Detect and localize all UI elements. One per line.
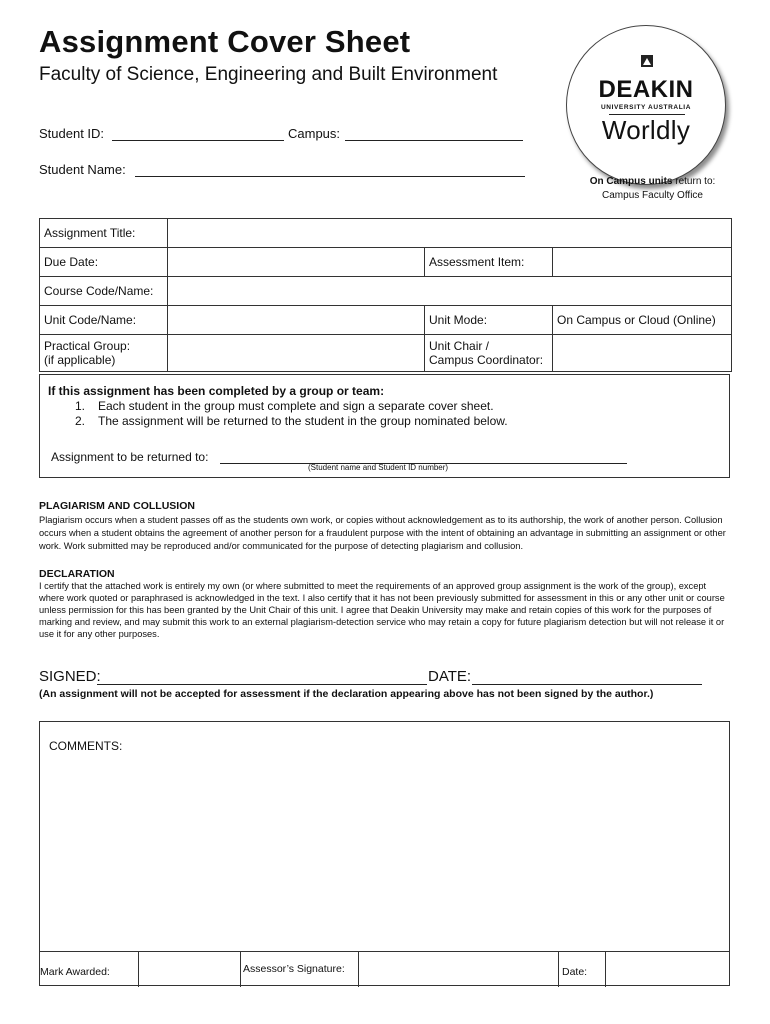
due-date-field[interactable] [168,248,425,277]
student-id-field[interactable] [112,140,284,141]
deakin-logo [566,25,726,185]
cell-divider [558,952,559,987]
student-name-label: Student Name: [39,162,126,177]
logo-motto: Worldly [601,115,691,145]
unit-chair-label [425,335,553,372]
group-heading: If this assignment has been completed by a group or team: [48,384,385,398]
plagiarism-text: Plagiarism occurs when a student passes off as the students own work, or copies without acknowledgement as to its authorship, the work of another person. Collusion occurs when a student obtains the agreement of another person for a fraudulent purpose with the intent of obtaining an advantage in submitting an assignment or other work. Work submitted may be reproduced and/or communicated for the purpose of detecting plagiarism and collusion. [39,515,726,551]
signature-warning: (An assignment will not be accepted for assessment if the declaration appearing above has not been signed by the author.) [39,688,654,700]
mark-awarded-label: Mark Awarded: [40,966,110,978]
returned-to-label: Assignment to be returned to: [51,450,209,464]
assessor-signature-label: Assessor’s Signature: [243,963,345,975]
practical-group-label-line1: Practical Group: [44,339,131,353]
date-label: DATE: [428,668,472,685]
assessment-item-field[interactable] [553,248,732,277]
unit-chair-label-line1: Unit Chair / [429,339,490,353]
practical-group-label-line2: (if applicable) [44,353,116,367]
cell-divider [240,952,241,987]
signature-field[interactable] [97,684,427,685]
return-note [560,175,745,203]
cell-divider [358,952,359,987]
assessment-item-label: Assessment Item: [425,248,553,277]
practical-group-label [40,335,168,372]
group-instructions-list [75,399,508,429]
faculty-subtitle: Faculty of Science, Engineering and Built Environment [39,64,498,85]
plagiarism-heading: PLAGIARISM AND COLLUSION [39,500,195,512]
logo-name: DEAKIN [598,76,694,103]
list-item [75,414,508,429]
list-item-number: 1. [75,399,86,413]
unit-mode-value: On Campus or Cloud (Online) [553,306,732,335]
student-id-label: Student ID: [39,126,105,141]
page-title: Assignment Cover Sheet [39,24,411,59]
course-code-field[interactable] [168,277,732,306]
practical-group-field[interactable] [168,335,425,372]
logo-tagline: UNIVERSITY AUSTRALIA [600,104,691,111]
marking-row [40,951,729,986]
cell-divider [138,952,139,987]
signed-label: SIGNED: [39,668,101,685]
list-item [75,399,508,414]
unit-chair-label-line2: Campus Coordinator: [429,353,544,367]
comments-box[interactable] [39,721,730,986]
date-field[interactable] [472,684,702,685]
student-name-field[interactable] [135,176,525,177]
list-item-text: Each student in the group must complete and sign a separate cover sheet. [98,399,494,413]
comments-label: COMMENTS: [49,739,123,753]
unit-chair-field[interactable] [553,335,732,372]
course-code-label: Course Code/Name: [40,277,168,306]
declaration-heading: DECLARATION [39,568,115,580]
return-note-bold: On Campus units [589,176,673,187]
declaration-text: I certify that the attached work is entirely my own (or where submitted to meet the requirements of an approved group assignment is the work of the group), except where work quoted or paraphrased is acknowledged in the text. I also certify that it has not been previously submitted for assessment in this or any other unit or course unless permission for this has been granted by the Unit Chair of this unit. I agree that Deakin University may make and retain copies of this work for the purposes of marking and review, and may submit this work to an external plagiarism-detection service who may retain a copy for future plagiarism detection but will not release it or use it for any other purposes. [39,581,725,639]
returned-to-note: (Student name and Student ID number) [308,463,449,472]
marking-date-label: Date: [562,966,588,978]
unit-mode-label: Unit Mode: [425,306,553,335]
assignment-details-table [39,218,732,372]
unit-code-field[interactable] [168,306,425,335]
cell-divider [605,952,606,987]
due-date-label: Due Date: [40,248,168,277]
list-item-text: The assignment will be returned to the student in the group nominated below. [98,414,508,428]
list-item-number: 2. [75,414,86,428]
group-assignment-box [39,374,730,478]
unit-code-label: Unit Code/Name: [40,306,168,335]
deakin-emblem-icon [639,53,655,69]
return-note-rest: return to: [672,176,716,187]
assignment-title-field[interactable] [168,219,732,248]
assignment-title-label: Assignment Title: [40,219,168,248]
campus-label: Campus: [288,126,341,141]
campus-field[interactable] [345,140,523,141]
return-note-office: Campus Faculty Office [602,190,703,201]
